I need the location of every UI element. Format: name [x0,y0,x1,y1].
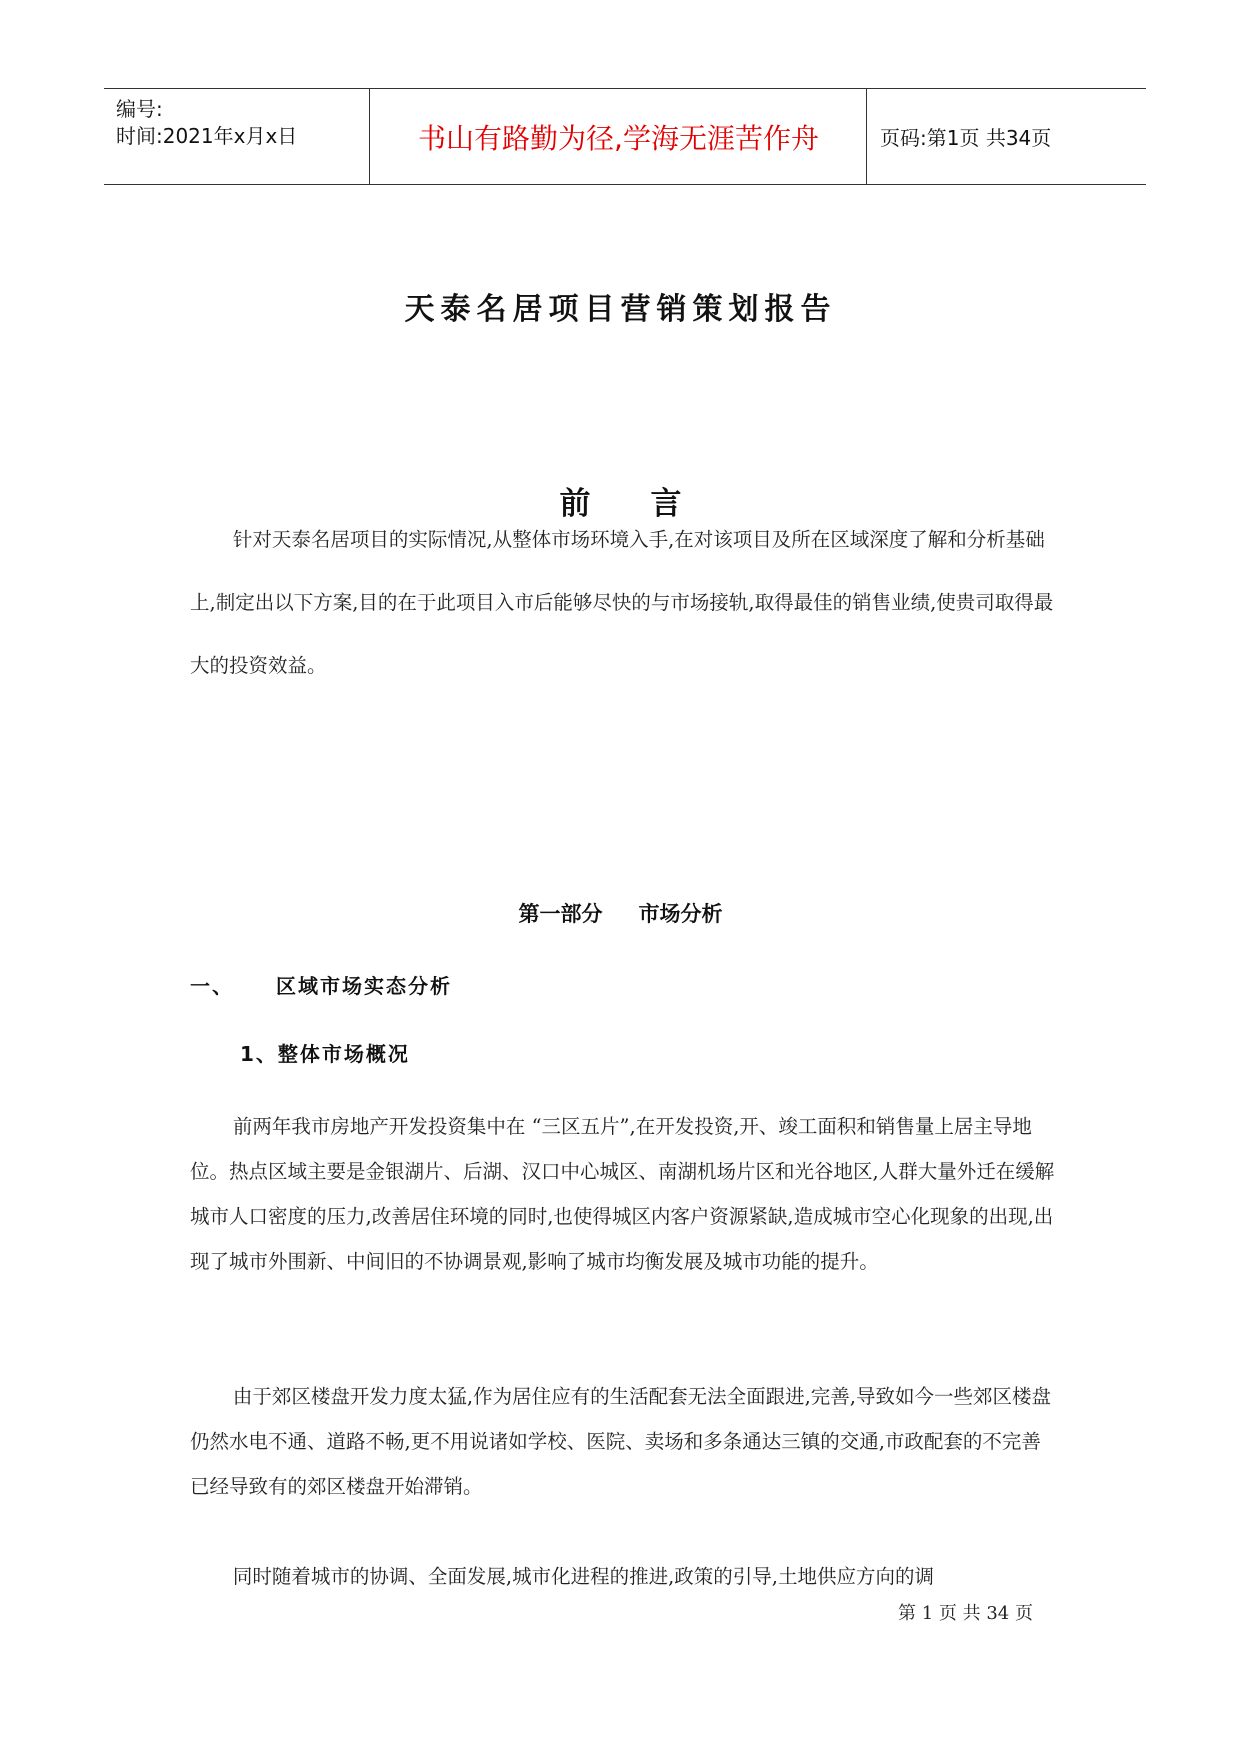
header-page-cell [868,89,1146,184]
section-title: 区域市场实态分析 [276,974,452,998]
page-footer: 第 1 页 共 34 页 [898,1603,1033,1624]
part-label: 第一部分 [518,901,603,926]
header-table [104,88,1146,185]
page-info: 页码:第1页 共34页 [880,126,1052,150]
body-paragraph-3: 同时随着城市的协调、全面发展,城市化进程的推进,政策的引导,土地供应方向的调 [232,1565,934,1588]
subsection-heading: 1、整体市场概况 [240,1042,410,1066]
part-heading [0,898,1241,928]
document-title: 天泰名居项目营销策划报告 [404,292,837,327]
serial-label: 编号: [116,97,163,121]
motto-text: 书山有路勤为径,学海无涯苦作舟 [418,121,819,155]
header-motto-cell [371,89,867,184]
preface-heading: 前言 [559,486,742,522]
body-paragraph-1: 前两年我市房地产开发投资集中在 “三区五片”,在开发投资,开、竣工面积和销售量上居主导地位。热点区域主要是金银湖片、后湖、汉口中心城区、南湖机场片区和光谷地区,人群大量外迁在缓解城市人口密度的压力,改善居住环境的同时,也使得城区内客户资源紧缺,造成城市空心化现象的出现,出现了城市外围新、中间旧的不协调景观,影响了城市均衡发展及城市功能的提升。 [190,1115,1055,1273]
part-name: 市场分析 [638,901,723,926]
preface-paragraph: 针对天泰名居项目的实际情况,从整体市场环境入手,在对该项目及所在区域深度了解和分析基础上,制定出以下方案,目的在于此项目入市后能够尽快的与市场接轨,取得最佳的销售业绩,使贵司取得最大的投资效益。 [190,528,1054,677]
header-left-cell [104,89,370,184]
body-paragraph-2: 由于郊区楼盘开发力度太猛,作为居住应有的生活配套无法全面跟进,完善,导致如今一些郊区楼盘仍然水电不通、道路不畅,更不用说诸如学校、医院、卖场和多条通达三镇的交通,市政配套的不完善已经导致有的郊区楼盘开始滞销。 [190,1385,1051,1498]
section-heading [190,970,452,999]
section-number: 一、 [190,974,234,998]
time-label: 时间:2021年x月x日 [116,124,298,148]
